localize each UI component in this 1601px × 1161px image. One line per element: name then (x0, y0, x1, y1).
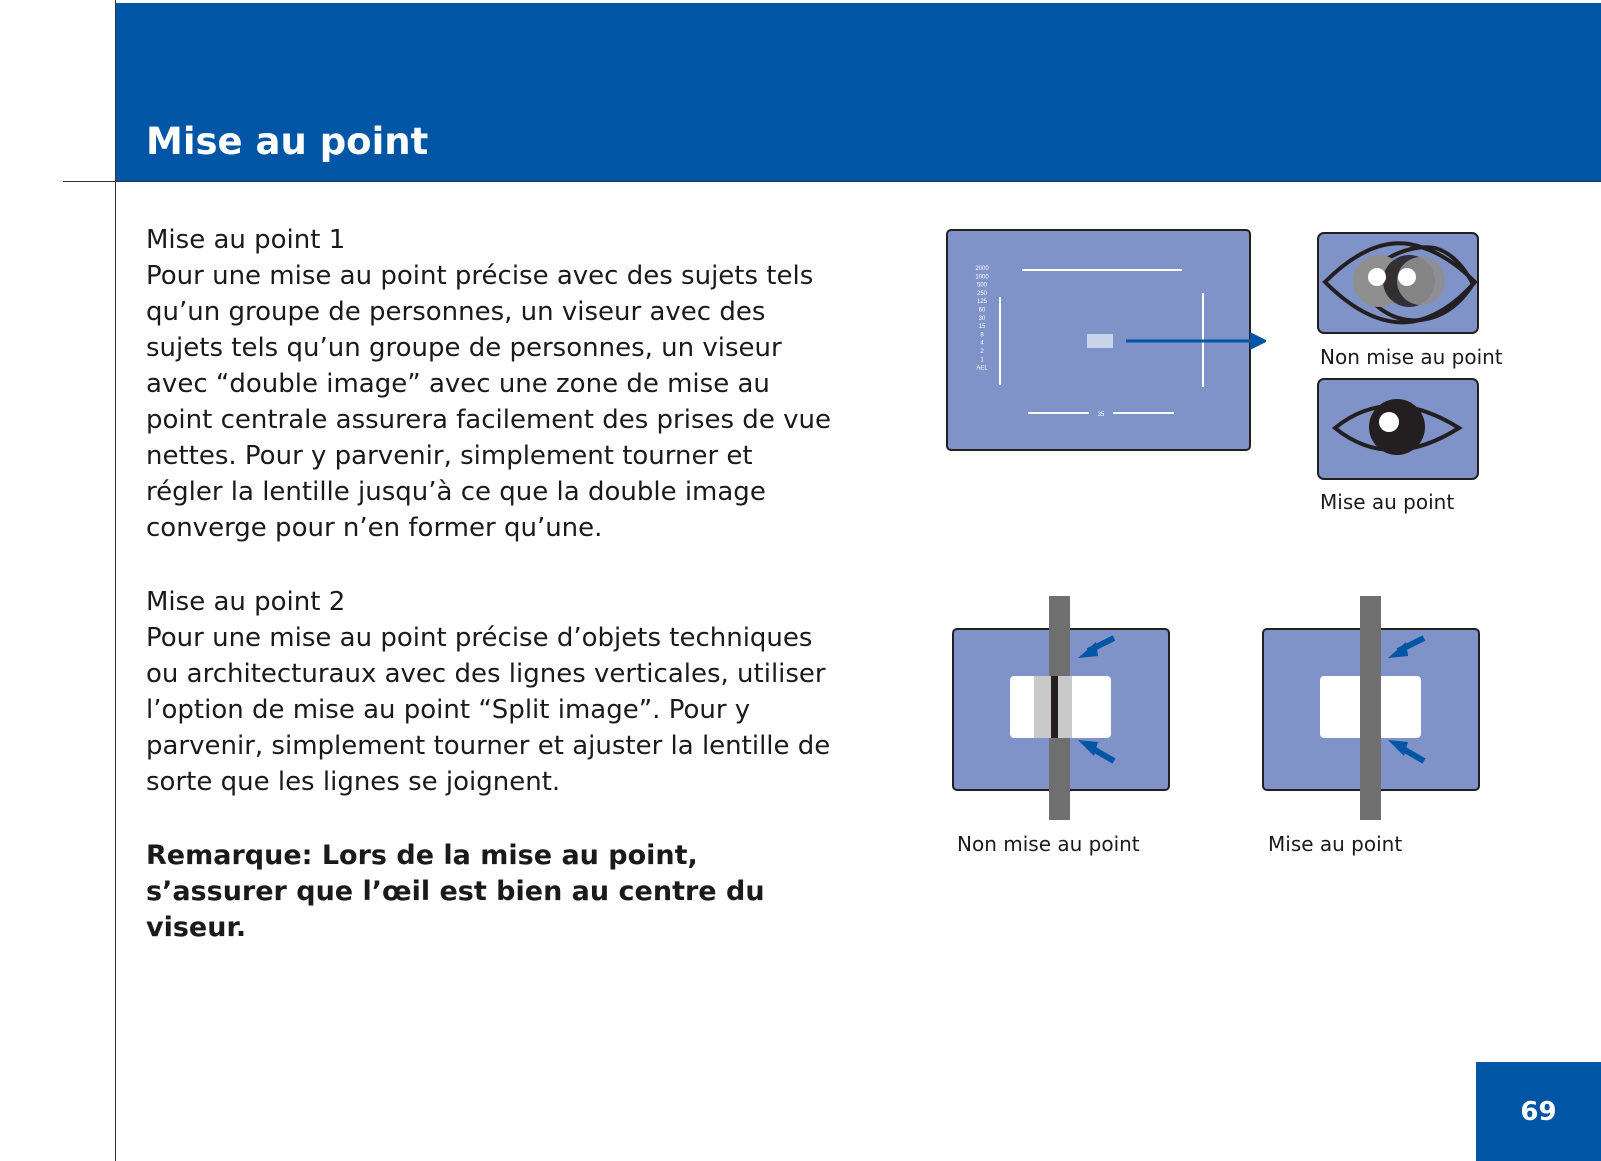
viewfinder-scale-label: 4 (980, 340, 984, 347)
section-focus-2 (146, 584, 836, 800)
section-body: Pour une mise au point précise d’objets techniques ou architecturaux avec des lignes verticales, utiliser l’option de mise au point “Split image”. Pour y parvenir, simplement tourner et ajuster la lentille de sorte que les lignes se joignent. (146, 623, 831, 797)
page-number: 69 (1476, 1062, 1601, 1161)
viewfinder-scale-label: 8 (980, 332, 984, 339)
split-image-unfocused-illustration (952, 596, 1172, 820)
viewfinder-scale-label: 125 (976, 299, 988, 306)
split-focused-caption: Mise au point (1268, 832, 1403, 856)
viewfinder-scale-label: 15 (978, 324, 986, 331)
split-unfocused-caption: Non mise au point (957, 832, 1140, 856)
viewfinder-scale-label: AEL (976, 365, 988, 372)
eye-focused-caption: Mise au point (1320, 490, 1455, 514)
page-title: Mise au point (146, 120, 429, 163)
section-heading: Mise au point 2 (146, 587, 346, 617)
viewfinder-illustration (946, 229, 1266, 455)
section-heading: Mise au point 1 (146, 225, 346, 255)
note-remark: Remarque: Lors de la mise au point, s’assurer que l’œil est bien au centre du viseur. (146, 840, 765, 943)
eye-unfocused-icon (1317, 232, 1479, 334)
viewfinder-scale-label: 1000 (975, 274, 989, 281)
eye-unfocused-caption: Non mise au point (1320, 345, 1503, 369)
header-rule (63, 181, 1601, 182)
section-focus-1 (146, 222, 836, 546)
viewfinder-scale-label: 2 (980, 349, 984, 355)
viewfinder-scale-label: 1 (980, 357, 984, 364)
viewfinder-frame-count: 35 (1097, 412, 1105, 418)
split-image-focused-illustration (1262, 596, 1482, 820)
viewfinder-scale-label: 250 (976, 290, 988, 297)
viewfinder-scale-label: 2000 (975, 266, 989, 272)
section-body: Pour une mise au point précise avec des sujets tels qu’un groupe de personnes, un viseur avec des sujets tels qu’un groupe de personnes, un viseur avec “double image” avec une zone de mise au point centrale assurera facilement des prises de vue nettes. Pour y parvenir, simplement tourner et régler la lentille jusqu’à ce que la double image converge pour n’en former qu’une. (146, 261, 831, 543)
viewfinder-scale-label: 60 (978, 307, 986, 314)
viewfinder-scale-label: 30 (978, 315, 986, 322)
viewfinder-scale-label: 500 (976, 282, 988, 289)
eye-focused-icon (1317, 378, 1479, 480)
